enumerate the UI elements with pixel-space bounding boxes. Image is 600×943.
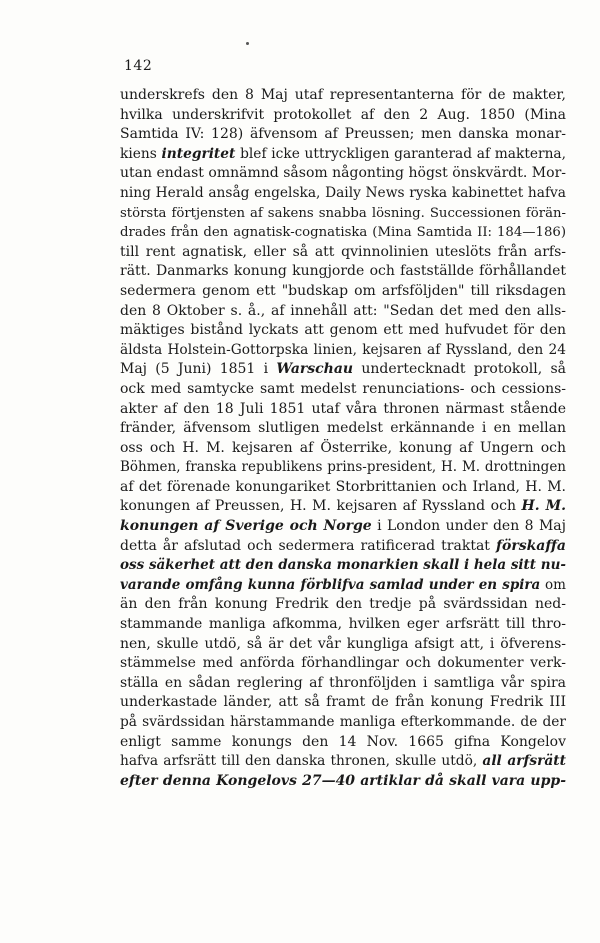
text-segment: största förtjensten af sakens snabba lösning. Successionen förän- bbox=[120, 205, 566, 221]
emphasized-text: H. M. bbox=[521, 498, 566, 515]
text-segment: oss och H. M. kejsaren af Österrike, konung af Ungern och bbox=[120, 439, 566, 456]
text-line bbox=[120, 478, 566, 498]
emphasized-text: oss säkerhet att den danska monarkien skall i hela sitt nu- bbox=[120, 557, 566, 574]
text-segment: hafva arfsrätt till den danska thronen, skulle utdö, bbox=[120, 753, 483, 770]
print-speck bbox=[246, 42, 249, 45]
page-number: 142 bbox=[124, 58, 153, 74]
body-text bbox=[120, 86, 566, 791]
text-segment: i London under den 8 Maj bbox=[371, 518, 566, 535]
text-line bbox=[120, 341, 566, 361]
text-line bbox=[120, 576, 566, 596]
text-segment: utan endast omnämnd såsom någonting högst önskvärdt. Mor- bbox=[120, 165, 566, 182]
text-line bbox=[120, 125, 566, 145]
text-line bbox=[120, 400, 566, 420]
text-line bbox=[120, 106, 566, 126]
text-segment: akter af den 18 Juli 1851 utaf våra thronen närmast stående bbox=[120, 400, 566, 417]
text-segment: på svärdssidan härstammande manliga efterkommande. de der bbox=[120, 714, 566, 730]
text-segment: detta år afslutad och sedermera ratificerad traktat bbox=[120, 537, 496, 554]
text-line bbox=[120, 654, 566, 674]
text-line bbox=[120, 458, 566, 478]
text-segment: Böhmen, franska republikens prins-president, H. M. drottningen bbox=[120, 459, 566, 476]
text-segment: till rent agnatisk, eller så att qvinnolinien uteslöts från arfs- bbox=[120, 243, 566, 260]
text-line bbox=[120, 733, 566, 753]
emphasized-text: efter denna Kongelovs 27—40 artiklar då skall vara upp- bbox=[120, 772, 566, 789]
text-segment: den 8 Oktober s. å., af innehåll att: "Sedan det med den alls- bbox=[120, 302, 566, 319]
text-segment: enligt samme konungs den 14 Nov. 1665 gifna Kongelov bbox=[120, 733, 566, 750]
text-segment: undertecknadt protokoll, så bbox=[353, 361, 566, 378]
text-line bbox=[120, 86, 566, 106]
text-segment: drades från den agnatisk-cognatiska (Mina Samtida II: 184—186) bbox=[120, 225, 566, 241]
text-segment: hvilka underskrifvit protokollet af den 2 Aug. 1850 (Mina bbox=[120, 106, 566, 123]
text-line bbox=[120, 184, 566, 204]
text-line bbox=[120, 380, 566, 400]
text-segment: stämmelse med anförda förhandlingar och dokumenter verk- bbox=[120, 655, 566, 672]
text-line bbox=[120, 282, 566, 302]
text-line bbox=[120, 517, 566, 537]
emphasized-text: varande omfång kunna förblifva samlad under en spira bbox=[120, 576, 541, 593]
text-line bbox=[120, 497, 566, 517]
text-line bbox=[120, 204, 566, 224]
text-segment: underkastade länder, att så framt de från konung Fredrik III bbox=[120, 694, 566, 711]
text-line bbox=[120, 145, 566, 165]
text-segment: Maj (5 Juni) 1851 i bbox=[120, 361, 277, 378]
text-segment: äldsta Holstein-Gottorpska linien, kejsaren af Ryssland, den 24 bbox=[120, 341, 566, 358]
text-line bbox=[120, 419, 566, 439]
emphasized-text: Warschau bbox=[276, 361, 354, 378]
text-line bbox=[120, 713, 566, 733]
text-line bbox=[120, 556, 566, 576]
text-line bbox=[120, 537, 566, 557]
emphasized-text: konungen af Sverige och Norge bbox=[120, 518, 372, 535]
text-segment: af det förenade konungariket Storbrittanien och Irland, H. M. bbox=[120, 478, 566, 495]
text-line bbox=[120, 302, 566, 322]
text-segment: rätt. Danmarks konung kungjorde och fastställde förhållandet bbox=[120, 263, 566, 280]
emphasized-text: förskaffa bbox=[495, 537, 566, 554]
text-segment: kiens bbox=[120, 145, 162, 162]
text-line bbox=[120, 752, 566, 772]
text-segment: blef icke uttryckligen garanterad af makterna, bbox=[235, 145, 566, 162]
text-segment: konungen af Preussen, H. M. kejsaren af Ryssland och bbox=[120, 498, 522, 515]
text-line bbox=[120, 164, 566, 184]
text-segment: nen, skulle utdö, så är det vår kungliga afsigt att, i öfverens- bbox=[120, 635, 566, 652]
emphasized-text: all arfsrätt bbox=[482, 753, 566, 770]
text-line bbox=[120, 223, 566, 243]
text-segment: ock med samtycke samt medelst renunciations- och cessions- bbox=[120, 380, 566, 397]
text-segment: Samtida IV: 128) äfvensom af Preussen; men danska monar- bbox=[120, 126, 566, 143]
text-line bbox=[120, 693, 566, 713]
text-line bbox=[120, 635, 566, 655]
emphasized-text: integritet bbox=[161, 145, 236, 162]
text-line bbox=[120, 772, 566, 792]
text-segment: fränder, äfvensom slutligen medelst erkännande i en mellan bbox=[120, 420, 566, 437]
text-segment: ställa en sådan reglering af thronföljden i samtliga vår spira bbox=[120, 674, 566, 691]
text-segment: ning Herald ansåg engelska, Daily News ryska kabinettet hafva bbox=[120, 184, 566, 201]
text-line bbox=[120, 321, 566, 341]
text-line bbox=[120, 360, 566, 380]
text-segment: sedermera genom ett "budskap om arfsföljden" till riksdagen bbox=[120, 282, 566, 299]
text-line bbox=[120, 595, 566, 615]
text-segment: om bbox=[540, 576, 566, 593]
text-segment: underskrefs den 8 Maj utaf representanterna för de makter, bbox=[120, 87, 566, 103]
text-line bbox=[120, 262, 566, 282]
text-segment: stammande manliga afkomma, hvilken eger arfsrätt till thro- bbox=[120, 616, 566, 633]
text-line bbox=[120, 674, 566, 694]
text-line bbox=[120, 615, 566, 635]
text-segment: än den från konung Fredrik den tredje på svärdssidan ned- bbox=[120, 596, 566, 613]
text-line bbox=[120, 243, 566, 263]
text-segment: mäktiges bistånd lyckats att genom ett med hufvudet för den bbox=[120, 322, 566, 339]
text-line bbox=[120, 439, 566, 459]
